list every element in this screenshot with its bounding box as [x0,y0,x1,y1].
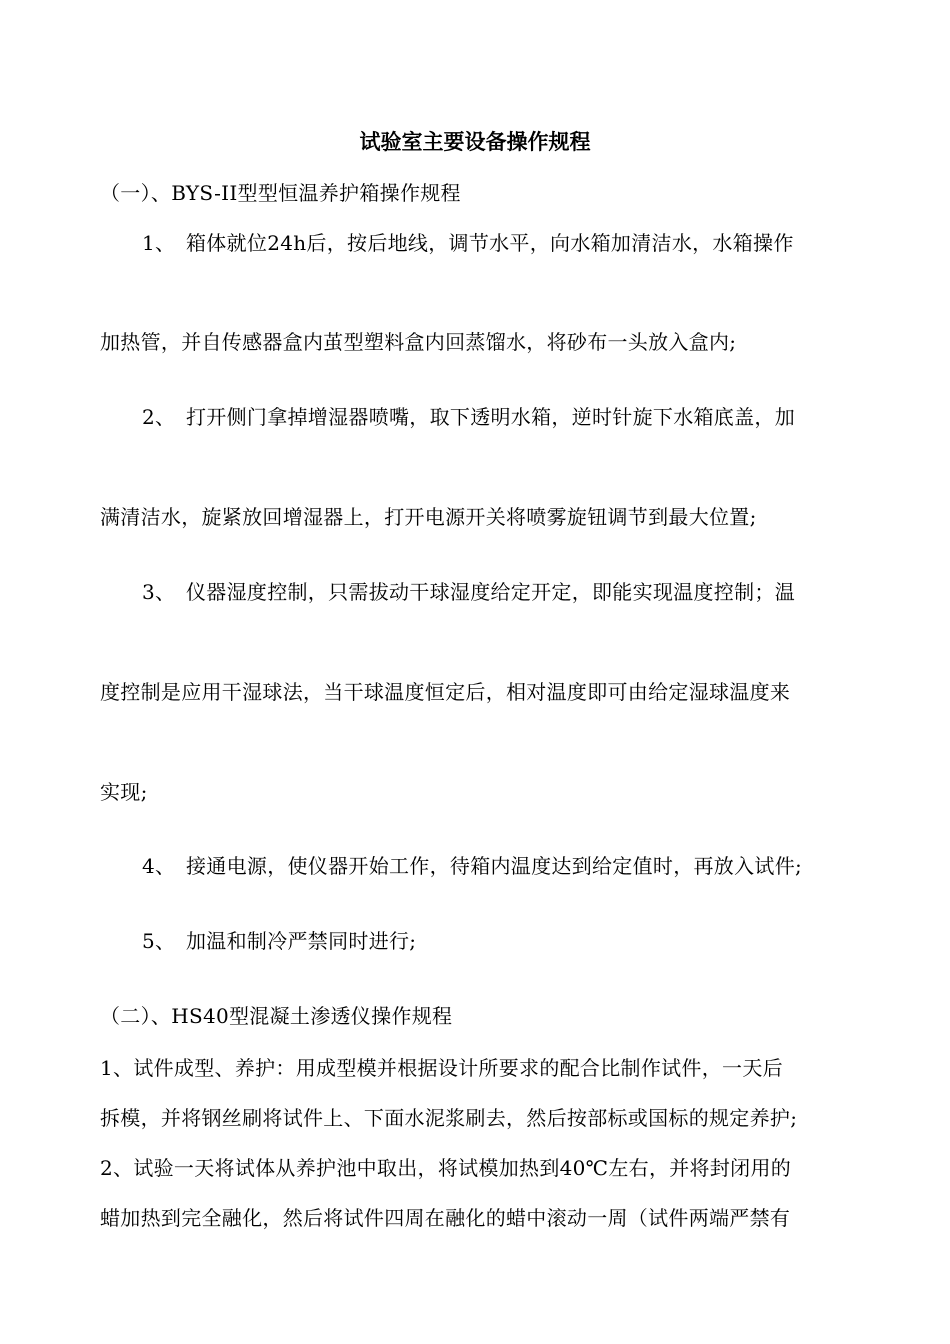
section-1-item-3 [142,579,870,605]
item-number: 4、 [142,854,176,878]
item-text: 仪器湿度控制，只需拔动干球湿度给定开定，即能实现温度控制；温 [186,580,795,604]
section-2-line: 1、试件成型、养护：用成型模并根据设计所要求的配合比制作试件，一天后 [100,1056,783,1080]
section-1-item-1 [142,230,870,256]
section-1-item-5 [142,928,870,954]
section-1-item-1-continuation: 加热管，并自传感器盒内茧型塑料盒内回蒸馏水，将砂布一头放入盒内; [100,330,737,354]
item-number: 1、 [142,231,176,255]
item-text: 接通电源，使仪器开始工作，待箱内温度达到给定值时，再放入试件; [186,854,803,878]
section-1-item-2 [142,404,870,430]
item-number: 2、 [142,405,176,429]
item-text: 打开侧门拿掉增湿器喷嘴，取下透明水箱，逆时针旋下水箱底盖，加 [186,405,795,429]
section-2-heading: （二）、HS40型混凝土渗透仪操作规程 [100,1004,453,1028]
section-2-line: 拆模，并将钢丝刷将试件上、下面水泥浆刷去，然后按部标或国标的规定养护; [100,1106,798,1130]
item-text: 加温和制冷严禁同时进行; [186,929,417,953]
item-text: 箱体就位24h后，按后地线，调节水平，向水箱加清洁水，水箱操作 [186,231,794,255]
section-1-item-4 [142,853,870,879]
section-2-line: 2、试验一天将试体从养护池中取出，将试模加热到40℃左右，并将封闭用的 [100,1156,792,1180]
section-2-line: 蜡加热到完全融化，然后将试件四周在融化的蜡中滚动一周（试件两端严禁有 [100,1206,791,1230]
section-1-item-3-continuation: 实现; [100,780,148,804]
item-number: 5、 [142,929,176,953]
section-1-item-3-continuation: 度控制是应用干湿球法，当干球温度恒定后，相对温度即可由给定湿球温度来 [100,680,791,704]
document-title: 试验室主要设备操作规程 [359,130,591,154]
item-number: 3、 [142,580,176,604]
section-1-item-2-continuation: 满清洁水，旋紧放回增湿器上，打开电源开关将喷雾旋钮调节到最大位置; [100,505,757,529]
section-1-heading: （一）、BYS-II型型恒温养护箱操作规程 [100,181,461,205]
